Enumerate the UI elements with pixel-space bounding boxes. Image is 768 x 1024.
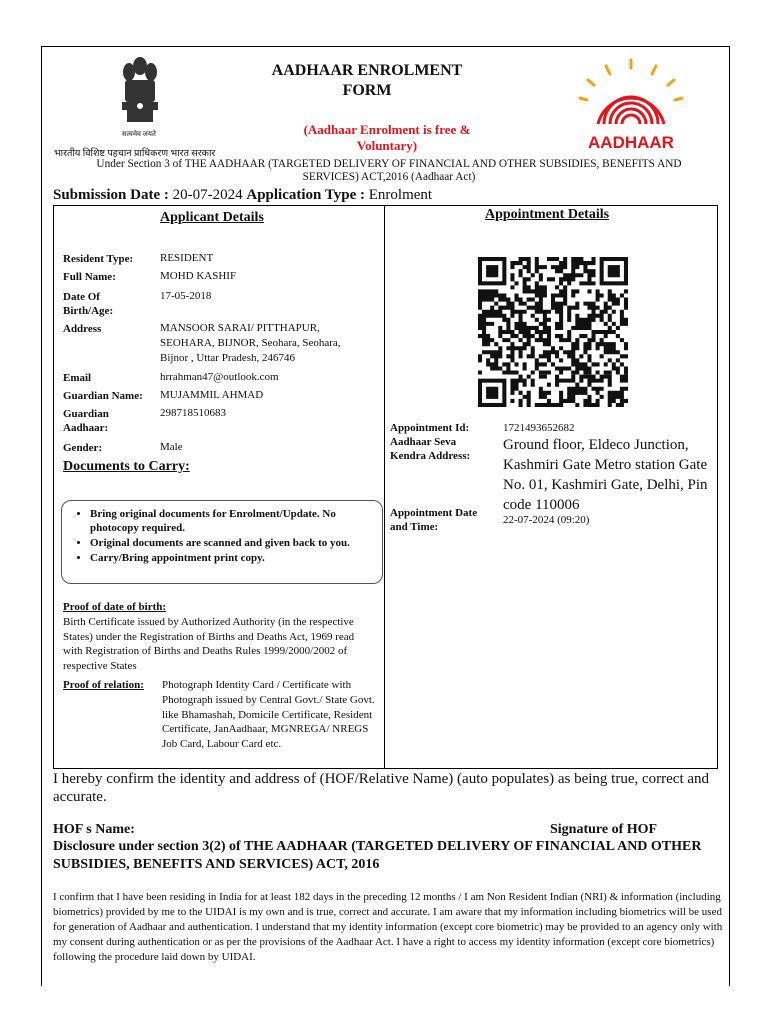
list-item: • Bring original documents for Enrolment/Update. No photocopy required.: [90, 507, 382, 535]
page-border-left: [41, 46, 42, 986]
emblem-caption: सत्यमेव जयते: [122, 130, 156, 138]
consent-paragraph: I confirm that I have been residing in India for at least 182 days in the preceding 12 months / I am Non Resident Indian (NRI) & information (including biometrics) provided by me to the UIDAI is my own and is true, correct and accurate. I am aware that my information including biometrics will be used for generation of Aadhaar and authentication. I understand that my identity information (except core biometric) may be provided to an agency only with my consent during authentication or as per the provisions of the Aadhaar Act. I have a right to access my identity information (except core biometrics) following the procedure laid down by UIDAI.: [53, 891, 723, 963]
gender-label: Gender:: [63, 442, 103, 454]
gender-value: Male: [160, 441, 183, 453]
kendra-address-label-line2: Kendra Address:: [390, 450, 471, 462]
appointment-datetime-label-line2: and Time:: [390, 521, 439, 533]
address-line1: MANSOOR SARAI/ PITTHAPUR,: [160, 322, 320, 334]
dob-value: 17-05-2018: [160, 290, 212, 302]
form-title-line2: FORM: [342, 82, 392, 99]
guardian-name-label: Guardian Name:: [63, 390, 143, 402]
full-name-label: Full Name:: [63, 271, 116, 283]
documents-box: [61, 500, 383, 584]
logo-text: AADHAAR: [588, 133, 674, 152]
documents-list: [62, 507, 382, 565]
application-type: Enrolment: [368, 187, 433, 203]
appointment-id-label: Appointment Id:: [390, 422, 470, 434]
dob-label-line2: Birth/Age:: [63, 305, 114, 317]
appointment-id-value: 1721493652682: [503, 422, 575, 434]
resident-type-label: Resident Type:: [63, 253, 134, 265]
list-item: • Original documents are scanned and given back to you.: [90, 536, 382, 550]
guardian-name-value: MUJAMMIL AHMAD: [160, 389, 264, 401]
national-emblem-icon: [117, 54, 163, 134]
form-title: AADHAAR ENROLMENT: [271, 62, 463, 79]
qr-code-icon: [478, 257, 628, 409]
aadhaar-logo-icon: [576, 58, 686, 153]
act-section-line: Under Section 3 of THE AADHAAR (TARGETED DELIVERY OF FINANCIAL AND OTHER SUBSIDIES, BENEFITS AND: [96, 158, 682, 170]
proof-dob-title: Proof of date of birth:: [63, 601, 167, 613]
application-type-label: Application Type :: [246, 187, 365, 203]
applicant-details-heading: Applicant Details: [160, 210, 264, 225]
resident-type-value: RESIDENT: [160, 252, 214, 264]
submission-line: [53, 187, 432, 204]
address-line2: SEOHARA, BIJNOR, Seohara, Seohara,: [160, 337, 341, 349]
kendra-address-label: Aadhaar Seva: [390, 436, 457, 448]
submission-date: 20-07-2024: [172, 187, 243, 203]
proof-relation-label: Proof of relation:: [63, 679, 144, 691]
kendra-address-value: Ground floor, Eldeco Junction, Kashmiri Gate Metro station Gate No. 01, Kashmiri Gate, Delhi, Pin code 110006: [503, 437, 708, 513]
guardian-aadhaar-label: Guardian: [63, 408, 109, 420]
free-note: (Aadhaar Enrolment is free &: [303, 122, 471, 137]
address-label: Address: [63, 323, 102, 335]
proof-relation-text: Photograph Identity Card / Certificate with Photograph issued by Central Govt./ State Govt. like Bhamashah, Domicile Certificate, Resident Certificate, JanAadhaar, MGNREGA/ NREGS Job Card, Labour Card etc.: [162, 679, 375, 751]
address-line3: Bijnor , Uttar Pradesh, 246746: [160, 352, 296, 364]
guardian-aadhaar-value: 298718510683: [160, 407, 226, 419]
disclosure-heading: Disclosure under section 3(2) of THE AADHAAR (TARGETED DELIVERY OF FINANCIAL AND OTHER SUBSIDIES, BENEFITS AND SERVICES) ACT, 2016: [53, 839, 702, 872]
guardian-aadhaar-label-line2: Aadhaar:: [63, 422, 109, 434]
hof-name-label: HOF s Name:: [53, 822, 135, 837]
column-divider: [384, 205, 385, 769]
appointment-datetime-label: Appointment Date: [390, 507, 478, 519]
email-label: Email: [63, 372, 92, 384]
appointment-datetime-value: 22-07-2024 (09:20): [503, 514, 590, 526]
act-section-line2: SERVICES) ACT,2016 (Aadhaar Act): [302, 171, 476, 183]
free-note-line2: Voluntary): [356, 138, 418, 153]
dob-label: Date Of: [63, 291, 100, 303]
signature-label: Signature of HOF: [550, 822, 658, 837]
appointment-details-heading: Appointment Details: [485, 207, 610, 222]
page-border-top: [41, 46, 730, 47]
documents-heading: Documents to Carry:: [63, 459, 190, 474]
full-name-value: MOHD KASHIF: [160, 270, 237, 282]
proof-dob-text: Birth Certificate issued by Authorized Authority (in the respective States) under the Registration of Births and Deaths Act, 1969 read with Registration of Births and Deaths Rules 1999/2000/2002 of respective States: [63, 616, 355, 672]
gov-line: भारतीय विशिष्ट पहचान प्राधिकरण भारत सरकार: [54, 149, 216, 159]
list-item: • Carry/Bring appointment print copy.: [90, 551, 382, 565]
confirmation-text: I hereby confirm the identity and address of (HOF/Relative Name) (auto populates) as being true, correct and accurate.: [53, 771, 710, 805]
email-value: hrrahman47@outlook.com: [160, 371, 279, 383]
submission-date-label: Submission Date :: [53, 187, 169, 203]
